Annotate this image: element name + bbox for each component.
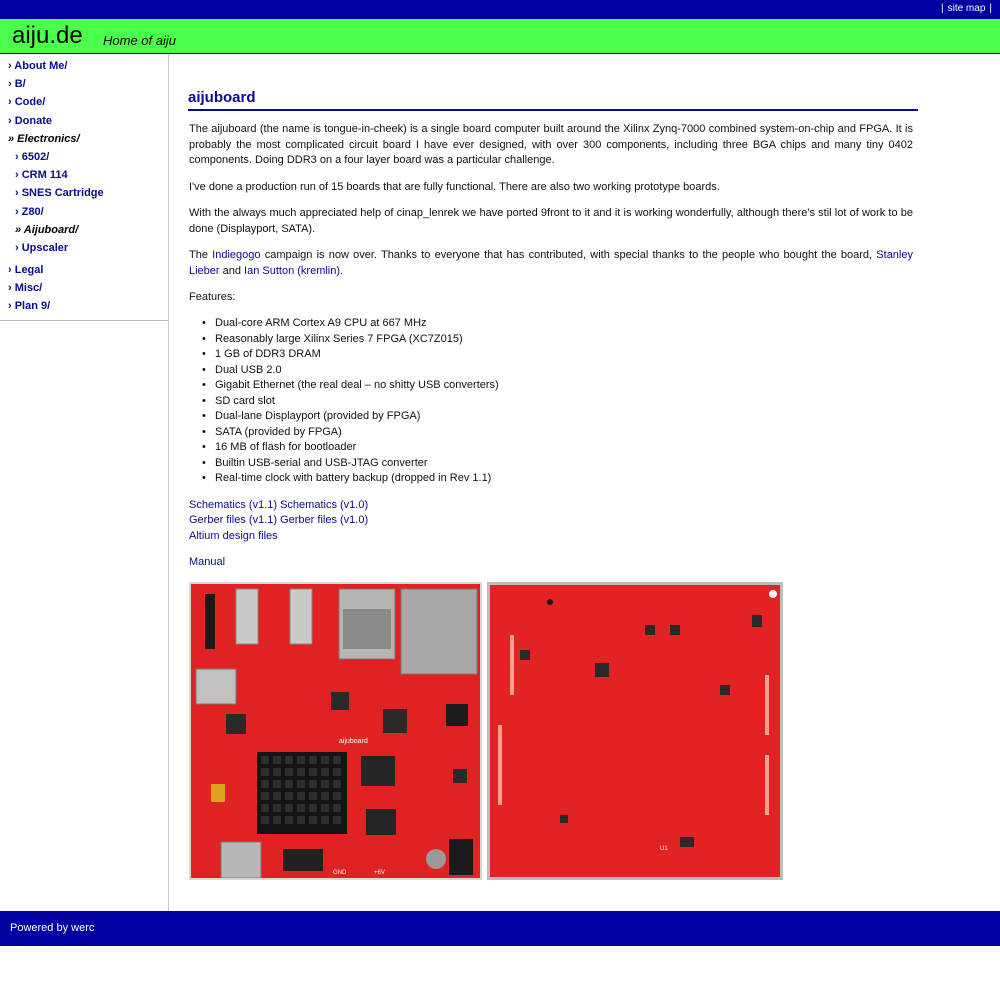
- board-top-photo[interactable]: [189, 582, 482, 880]
- intro-paragraph: The aijuboard (the name is tongue-in-cheek) is a single board computer built around the Xilinx Zynq-7000 combined system-on-chip and FPGA. It is probably the most complicated circuit board I have ever designed, with over 300 components, including three BGA chips and many tiny 0402 components. Doing DDR3 on a four layer board was a particular challenge.: [189, 123, 913, 167]
- schematics-v10-link[interactable]: Schematics (v1.0): [280, 499, 369, 511]
- schematics-v11-link[interactable]: Schematics (v1.1): [189, 499, 278, 511]
- site-header: [0, 19, 1000, 54]
- list-item: • Dual USB 2.0: [215, 363, 499, 379]
- separator: |: [989, 3, 992, 14]
- sidebar-item-crm-114[interactable]: › CRM 114: [15, 169, 68, 182]
- sidebar-item-legal[interactable]: › Legal: [8, 263, 44, 276]
- list-item: • Reasonably large Xilinx Series 7 FPGA (XC7Z015): [215, 332, 499, 348]
- list-item: • Gigabit Ethernet (the real deal – no shitty USB converters): [215, 378, 499, 394]
- list-item: • Dual-core ARM Cortex A9 CPU at 667 MHz: [215, 316, 499, 332]
- indiegogo-link[interactable]: Indiegogo: [212, 249, 261, 261]
- list-item: • Builtin USB-serial and USB-JTAG converter: [215, 456, 499, 472]
- board-bottom-photo[interactable]: [487, 582, 783, 880]
- board-top-image: [191, 584, 482, 880]
- gerber-v11-link[interactable]: Gerber files (v1.1): [189, 514, 278, 526]
- campaign-text: and: [219, 264, 245, 277]
- nav-menu: [0, 54, 168, 321]
- list-item: • SATA (provided by FPGA): [215, 425, 499, 441]
- sidebar-item-upscaler[interactable]: › Upscaler: [15, 241, 69, 254]
- ian-sutton-link[interactable]: Ian Sutton (kremlin).: [244, 264, 344, 277]
- production-paragraph: I've done a production run of 15 boards that are fully functional. There are also two working prototype boards.: [189, 181, 720, 193]
- board-brand-label: aijuboard: [339, 738, 368, 745]
- sidebar-item-code[interactable]: › Code/: [8, 96, 46, 109]
- separator: |: [940, 3, 944, 14]
- site-footer: [0, 911, 1000, 946]
- sidebar-item-6502[interactable]: › 6502/: [15, 150, 50, 163]
- site-map-link[interactable]: site map: [947, 3, 986, 14]
- sidebar-item-donate[interactable]: › Donate: [8, 114, 52, 127]
- campaign-text: campaign is now over. Thanks to everyone that has contributed, with special thanks to the people who bought the board,: [260, 249, 877, 261]
- sidebar-item-electronics[interactable]: » Electronics/: [8, 132, 80, 145]
- port-paragraph: With the always much appreciated help of cinap_lenrek we have ported 9front to it and it is working wonderfully, although there's stil lot of work to be done (Displayport, SATA).: [189, 207, 913, 235]
- sidebar-item-b[interactable]: › B/: [8, 78, 26, 91]
- site-logo[interactable]: aiju.de: [12, 22, 83, 49]
- sidebar-item-about-me[interactable]: › About Me/: [8, 60, 68, 72]
- manual-links: [189, 555, 225, 571]
- list-item: • 1 GB of DDR3 DRAM: [215, 347, 499, 363]
- sidebar-item-misc[interactable]: › Misc/: [8, 281, 43, 294]
- altium-links: [189, 529, 278, 545]
- sidebar-item-snes-cartridge[interactable]: › SNES Cartridge: [15, 187, 104, 200]
- powered-by: Powered by werc: [10, 922, 95, 934]
- sidebar-item-aijuboard[interactable]: » Aijuboard/: [15, 223, 79, 236]
- top-links: [937, 3, 996, 14]
- list-item: • Dual-lane Displayport (provided by FPGA): [215, 409, 499, 425]
- page-title: aijuboard: [188, 89, 918, 111]
- list-item: • 16 MB of flash for bootloader: [215, 440, 499, 456]
- features-list: [215, 316, 499, 487]
- stanley-lieber-link[interactable]: Stanley Lieber: [189, 249, 913, 277]
- gerber-links: [189, 513, 368, 529]
- sidebar: [0, 54, 169, 911]
- gerber-v10-link[interactable]: Gerber files (v1.0): [280, 514, 369, 526]
- board-6v-label: +6V: [374, 870, 385, 876]
- manual-link[interactable]: Manual: [189, 556, 226, 568]
- top-bar: [0, 0, 1000, 19]
- list-item: • Real-time clock with battery backup (dropped in Rev 1.1): [215, 471, 499, 487]
- sidebar-item-plan9[interactable]: › Plan 9/: [8, 299, 51, 312]
- campaign-paragraph: [189, 248, 913, 279]
- board-gnd-label: GND: [333, 870, 347, 876]
- schematics-links: [189, 498, 368, 514]
- altium-files-link[interactable]: Altium design files: [189, 530, 278, 542]
- sidebar-item-z80[interactable]: › Z80/: [15, 205, 44, 218]
- board-bottom-image: [490, 585, 780, 877]
- campaign-text: The: [189, 249, 213, 261]
- list-item: • SD card slot: [215, 394, 499, 410]
- site-tagline: Home of aiju: [103, 33, 176, 48]
- features-label: Features:: [189, 291, 236, 303]
- board-u1-label: U1: [660, 846, 668, 852]
